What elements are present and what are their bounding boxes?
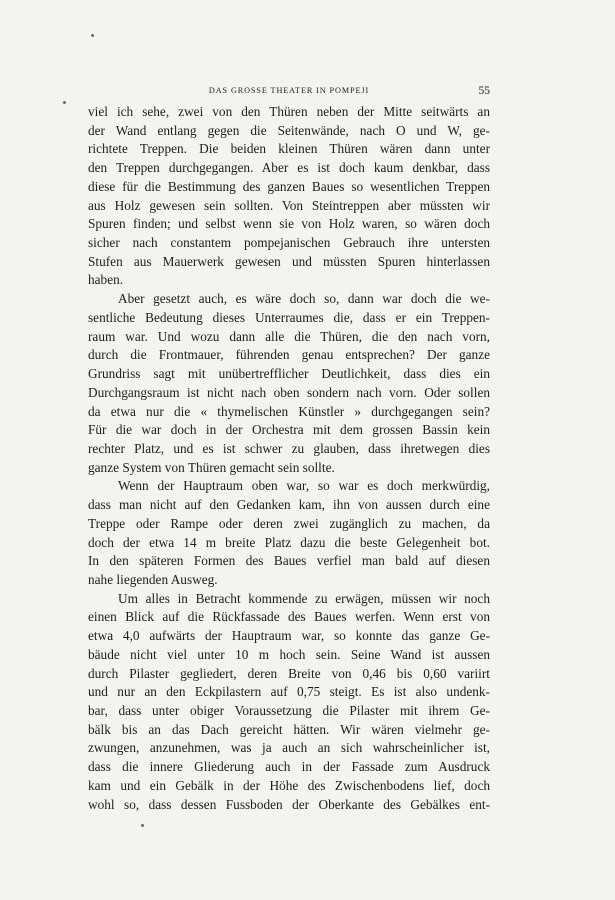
- text-line: Spuren finden; und selbst wenn sie von Holz waren, so wären doch: [88, 216, 490, 232]
- text-line: einen Blick auf die Rückfassade des Baues werfen. Wenn erst von: [88, 609, 490, 625]
- paragraph: [88, 103, 490, 290]
- text-line: kam und ein Gebälk in der Höhe des Zwischenbodens lief, doch: [88, 777, 490, 793]
- text-line: sicher nach constantem pompejanischen Gebrauch ihre untersten: [88, 235, 490, 251]
- page-number: 55: [478, 85, 490, 97]
- text-line: der Wand entlang gegen die Seitenwände, nach O und W, ge-: [88, 122, 490, 138]
- text-line: Wenn der Hauptraum oben war, so war es doch merkwürdig,: [118, 478, 490, 494]
- text-line: In den späteren Formen des Baues verfiel man bald auf diesen: [88, 553, 490, 569]
- text-line: rechter Platz, und es ist schwer zu glauben, dass ihretwegen dies: [88, 440, 490, 456]
- body-text: [88, 103, 490, 814]
- text-line: Für die war doch in der Orchestra mit dem grossen Bassin kein: [88, 422, 490, 438]
- text-line: Aber gesetzt auch, es wäre doch so, dann war doch die we-: [118, 291, 490, 307]
- page-header: [88, 83, 490, 99]
- paragraph: [88, 477, 490, 589]
- text-line: diese für die Bestimmung des ganzen Baues so wesentlichen Treppen: [88, 178, 490, 194]
- text-line: da etwa nur die « thymelischen Künstler » durchgegangen sein?: [88, 403, 490, 419]
- text-line: und nur an den Eckpilastern auf 0,75 steigt. Es ist also undenk-: [88, 684, 490, 700]
- text-line: Treppe oder Rampe oder deren zwei zugänglich zu machen, da: [88, 515, 490, 531]
- paragraph: [88, 290, 490, 477]
- text-line: aus Holz gewesen sein sollten. Von Steintreppen aber müssten wir: [88, 197, 490, 213]
- text-line: Um alles in Betracht kommende zu erwägen, müssen wir noch: [118, 590, 490, 606]
- text-line: nahe liegenden Ausweg.: [88, 571, 218, 587]
- text-line: raum war. Und wozu dann alle die Thüren, die den nach vorn,: [88, 328, 490, 344]
- text-line: bälk bis an das Dach gereicht hätten. Wir wären vielmehr ge-: [88, 721, 490, 737]
- text-line: Durchgangsraum ist nicht nach oben sondern nach vorn. Oder sollen: [88, 384, 490, 400]
- text-line: doch der etwa 14 m breite Platz dazu die beste Gelegenheit bot.: [88, 534, 490, 550]
- text-line: dass man nicht auf den Gedanken kam, ihn von aussen durch eine: [88, 497, 490, 513]
- paragraph: [88, 590, 490, 815]
- text-line: den Treppen durchgegangen. Aber es ist doch kaum denkbar, dass: [88, 160, 490, 176]
- scan-speck: [91, 34, 94, 37]
- text-line: viel ich sehe, zwei von den Thüren neben der Mitte seitwärts an: [88, 104, 490, 119]
- text-line: ganze System von Thüren gemacht sein sollte.: [88, 459, 335, 475]
- text-line: durch die Frontmauer, führenden genau entsprechen? Der ganze: [88, 347, 490, 363]
- text-line: richtete Treppen. Die beiden kleinen Thüren wären dann unter: [88, 141, 490, 157]
- scan-speck: [63, 101, 66, 104]
- running-head: DAS GROSSE THEATER IN POMPEJI: [208, 86, 370, 95]
- text-line: dass die innere Gliederung auch in der Fassade zum Ausdruck: [88, 759, 490, 775]
- text-line: bar, dass unter obiger Voraussetzung die Pilaster mit ihrem Ge-: [88, 703, 490, 718]
- text-line: sentliche Bedeutung dieses Unterraumes die, dass er ein Treppen-: [88, 309, 490, 325]
- text-line: Stufen aus Mauerwerk gewesen und müssten Spuren hinterlassen: [88, 253, 490, 269]
- text-line: zwungen, anzunehmen, was ja auch an sich wahrscheinlicher ist,: [88, 740, 490, 756]
- scan-speck: [141, 824, 144, 827]
- text-line: Grundriss sagt mit unübertrefflicher Deutlichkeit, dass dies ein: [88, 366, 490, 382]
- text-line: etwa 4,0 aufwärts der Hauptraum war, so konnte das ganze Ge-: [88, 628, 490, 644]
- text-line: bäude nicht viel unter 10 m hoch sein. Seine Wand ist aussen: [88, 646, 490, 662]
- text-line: wohl so, dass dessen Fussboden der Oberkante des Gebälkes ent-: [88, 796, 490, 812]
- text-line: haben.: [88, 272, 124, 288]
- text-line: durch Pilaster gegliedert, deren Breite von 0,46 bis 0,60 variirt: [88, 665, 490, 681]
